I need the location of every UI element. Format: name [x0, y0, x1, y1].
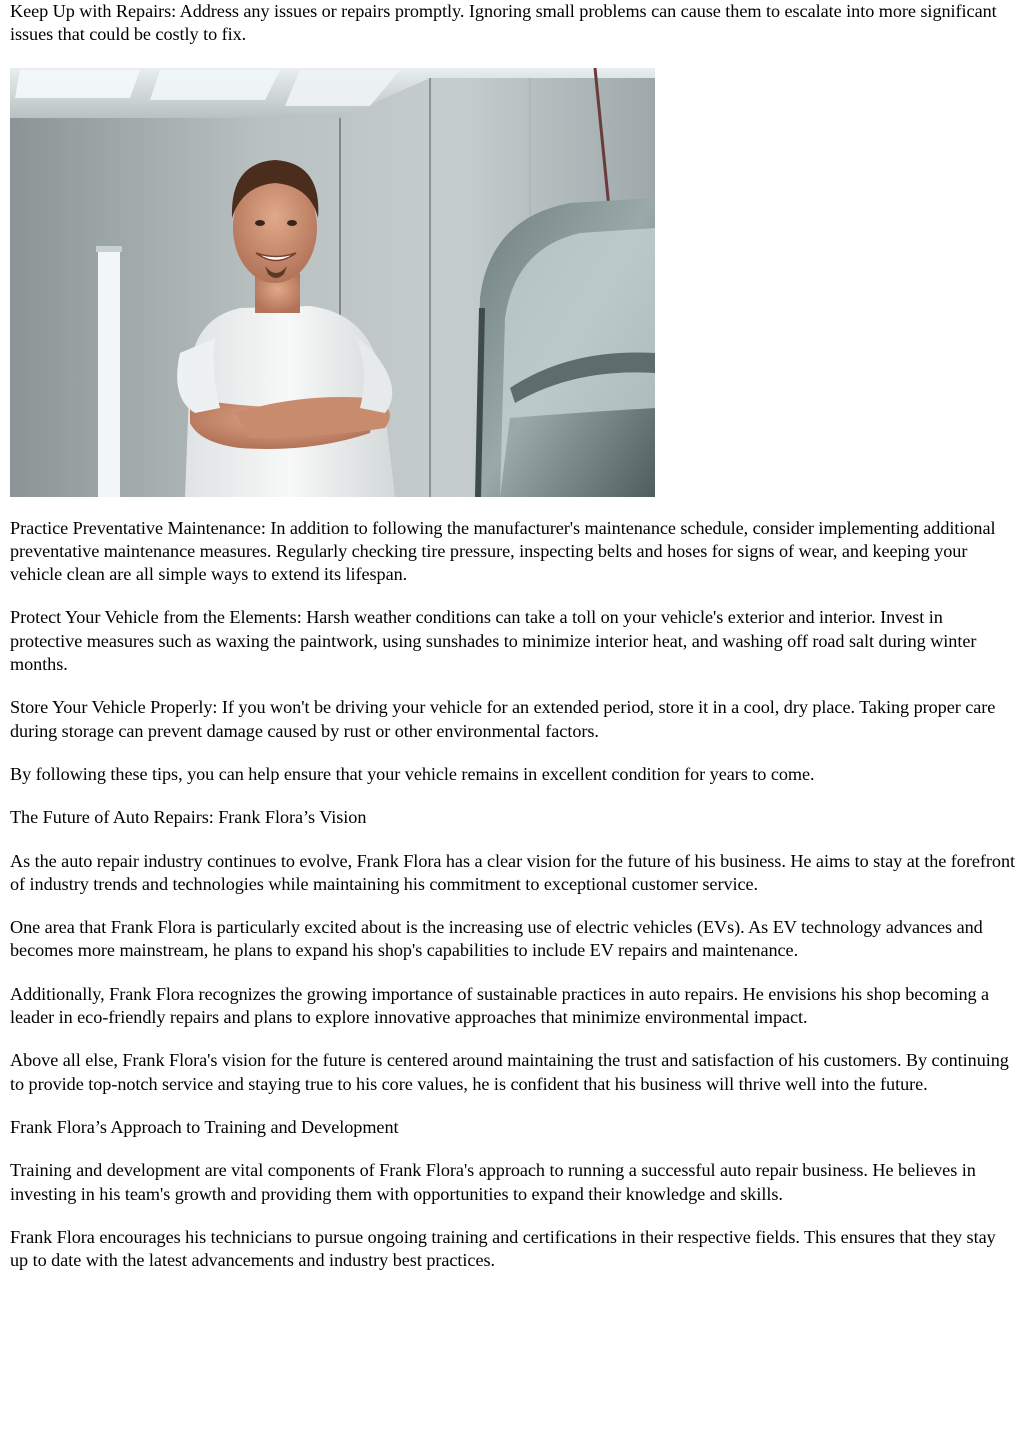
- paragraph-store-properly: Store Your Vehicle Properly: If you won't be driving your vehicle for an extended period, store it in a cool, dry place. Taking proper care during storage can prevent damage caused by rust or other environmental factors.: [10, 697, 996, 741]
- paragraph-preventative-maintenance: Practice Preventative Maintenance: In addition to following the manufacturer's maintenance schedule, consider implementing additional preventative maintenance measures. Regularly checking tire pressure, inspecting belts and hoses for signs of wear, and keeping your vehicle clean are all simple ways to extend its lifespan.: [10, 517, 996, 585]
- spacer: [10, 1096, 1015, 1116]
- paragraph-following-tips: By following these tips, you can help ensure that your vehicle remains in excellent condition for years to come.: [10, 763, 815, 784]
- paragraph-certifications: Frank Flora encourages his technicians to pursue ongoing training and certifications in their respective fields. This ensures that they stay up to date with the latest advancements and industry best practices.: [10, 1226, 996, 1271]
- paragraph-trust-satisfaction: Above all else, Frank Flora's vision for the future is centered around maintaining the trust and satisfaction of his customers. By continuing to provide top-notch service and staying true to his core values, he is confident that his business will thrive well into the future.: [10, 1050, 1009, 1094]
- paragraph-electric-vehicles: One area that Frank Flora is particularly excited about is the increasing use of electric vehicles (EVs). As EV technology advances and becomes more mainstream, he plans to expand his shop's capabilities to include EV repairs and maintenance.: [10, 917, 983, 961]
- paragraph-keep-up-repairs: Keep Up with Repairs: Address any issues or repairs promptly. Ignoring small problems can cause them to escalate into more significant issues that could be costly to fix.: [10, 1, 997, 45]
- spacer: [10, 830, 1015, 850]
- spacer: [10, 676, 1015, 696]
- paragraph-protect-elements: Protect Your Vehicle from the Elements: Harsh weather conditions can take a toll on your vehicle's exterior and interior. Invest in protective measures such as waxing the paintwork, using sunshades to minimize interior heat, and washing off road salt during winter months.: [10, 607, 977, 675]
- heading-training-development: Frank Flora’s Approach to Training and Development: [10, 1116, 399, 1137]
- spacer: [10, 1029, 1015, 1049]
- paragraph-sustainable-practices: Additionally, Frank Flora recognizes the growing importance of sustainable practices in auto repairs. He envisions his shop becoming a leader in eco-friendly repairs and plans to explore innovative approaches that minimize environmental impact.: [10, 983, 990, 1028]
- spacer: [10, 1206, 1015, 1226]
- paragraph-training-vital: Training and development are vital components of Frank Flora's approach to running a successful auto repair business. He believes in investing in his team's growth and providing them with opportunities to expand their knowledge and skills.: [10, 1160, 976, 1204]
- mechanic-photo: [10, 68, 655, 497]
- spacer: [10, 963, 1015, 983]
- spacer: [10, 586, 1015, 606]
- spacer: [10, 1139, 1015, 1159]
- spacer: [10, 743, 1015, 763]
- spacer: [10, 786, 1015, 806]
- spacer: [10, 896, 1015, 916]
- paragraph-industry-evolve: As the auto repair industry continues to evolve, Frank Flora has a clear vision for the future of his business. He aims to stay at the forefront of industry trends and technologies while maintaining his commitment to exceptional customer service.: [10, 850, 1015, 894]
- heading-future-of-auto-repairs: The Future of Auto Repairs: Frank Flora’s Vision: [10, 807, 367, 828]
- article-body: [10, 0, 1015, 1272]
